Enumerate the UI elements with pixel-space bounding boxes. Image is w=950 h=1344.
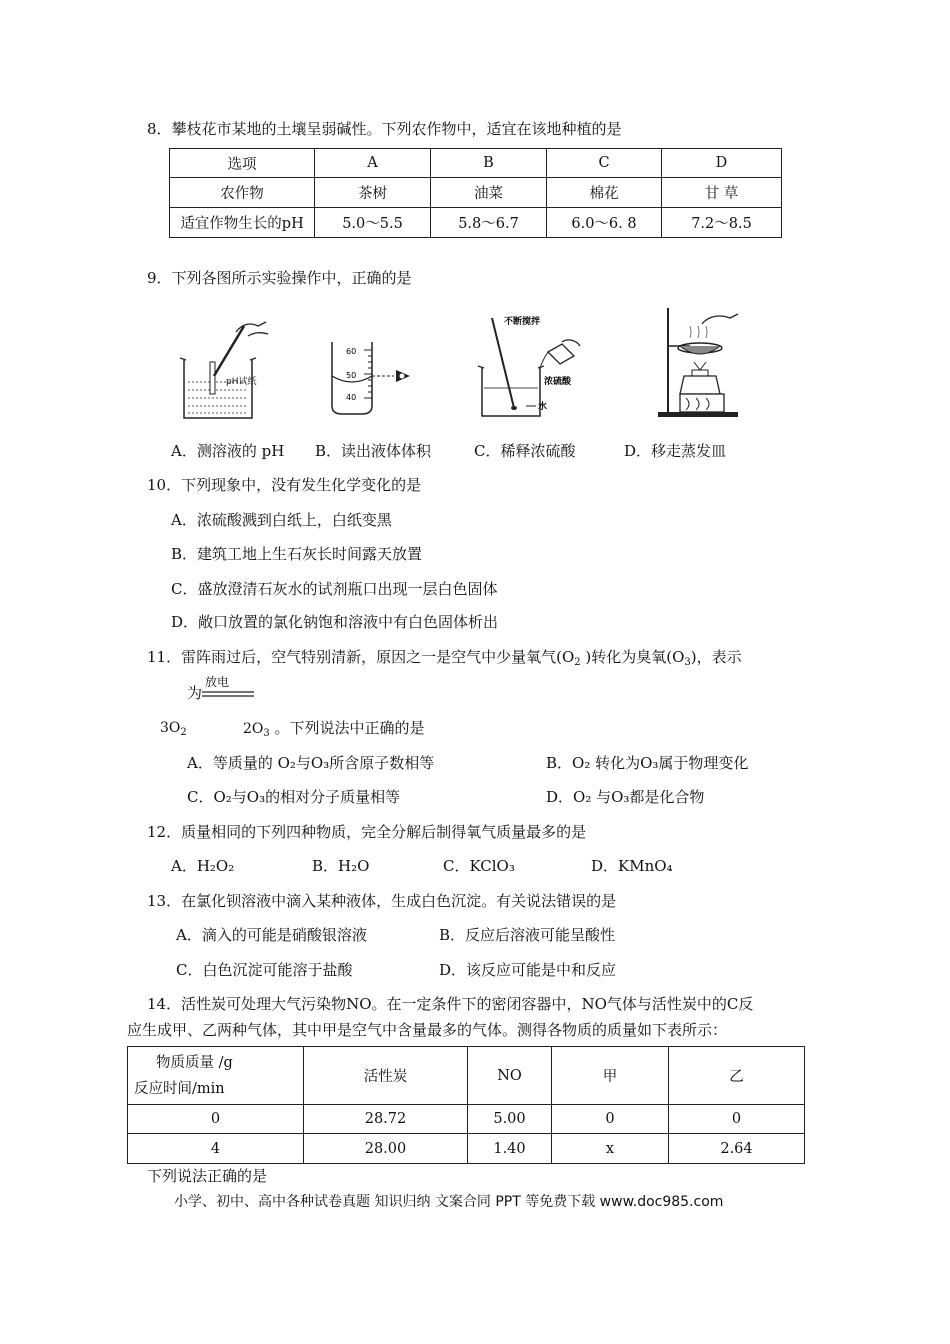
tick-60: 60 (346, 347, 357, 356)
q9-option-a: A．测溶液的 pH (171, 442, 285, 460)
water-label: 水 (538, 402, 548, 412)
footer-text: 小学、初中、高中各种试卷真题 知识归纳 文案合同 PPT 等免费下载 www.doc985.com (174, 1194, 724, 1210)
q14-cell: 1.40 (468, 1134, 552, 1164)
q8-cell: 5.8～6.7 (431, 208, 547, 238)
figure-dilute-acid (470, 312, 590, 422)
q9-stem: 9．下列各图所示实验操作中，正确的是 (147, 269, 412, 287)
q14-header-corner (128, 1047, 304, 1105)
q11-option-c: C．O₂与O₃的相对分子质量相等 (187, 788, 401, 806)
figure-read-volume (318, 340, 418, 420)
q8-cell: A (315, 149, 431, 178)
q8-cell: 7.2～8.5 (662, 208, 782, 238)
q14-stem-line1: 14．活性炭可处理大气污染物NO。在一定条件下的密闭容器中，NO气体与活性炭中的C反 (147, 995, 754, 1013)
q14-cell: 0 (552, 1105, 669, 1134)
stir-label: 不断搅拌 (504, 317, 541, 327)
q13-stem: 13．在氯化钡溶液中滴入某种液体，生成白色沉淀。有关说法错误的是 (147, 892, 617, 910)
q14-head-top: 物质质量 /g (156, 1054, 233, 1071)
q12-stem: 12．质量相同的下列四种物质，完全分解后制得氧气质量最多的是 (147, 823, 587, 841)
acid-label: 浓硫酸 (544, 377, 572, 387)
q13-option-d: D．该反应可能是中和反应 (439, 961, 617, 979)
q14-cell: 28.00 (304, 1134, 468, 1164)
q14-cell: 2.64 (669, 1134, 805, 1164)
q12-option-a: A．H₂O₂ (171, 857, 235, 875)
q8-table (169, 148, 782, 238)
q10-stem: 10．下列现象中，没有发生化学变化的是 (147, 476, 422, 494)
q8-cell: 油菜 (431, 178, 547, 208)
q8-cell: B (431, 149, 547, 178)
q9-option-b: B．读出液体体积 (315, 442, 432, 460)
q8-cell: 6.0～6. 8 (547, 208, 662, 238)
q9-option-c: C．稀释浓硫酸 (474, 442, 576, 460)
q14-cell: 4 (128, 1134, 304, 1164)
q8-cell: 选项 (170, 149, 315, 178)
q10-option-c: C．盛放澄清石灰水的试剂瓶口出现一层白色固体 (171, 580, 498, 598)
eq-right: $2O_3$ 。下列说法中正确的是 (243, 719, 425, 739)
q8-cell: 茶树 (315, 178, 431, 208)
q10-option-a: A．浓硫酸溅到白纸上，白纸变黑 (171, 511, 392, 529)
arrow-label: 放电 (205, 675, 230, 689)
q14-table (127, 1046, 805, 1164)
q14-cell: 28.72 (304, 1105, 468, 1134)
q13-option-a: A．滴入的可能是硝酸银溶液 (176, 926, 367, 944)
eq-left: $3O_2$ (160, 720, 187, 738)
q9-option-d: D．移走蒸发皿 (624, 442, 727, 460)
q8-cell: C (547, 149, 662, 178)
q13-option-b: B．反应后溶液可能呈酸性 (439, 926, 616, 944)
q8-cell: 棉花 (547, 178, 662, 208)
q13-option-c: C．白色沉淀可能溶于盐酸 (176, 961, 353, 979)
ph-paper-label: pH试纸 (226, 377, 257, 387)
q8-cell: 5.0～5.5 (315, 208, 431, 238)
equal-arrow-icon (200, 690, 256, 700)
q14-col-header: NO (468, 1047, 552, 1105)
q14-cell: 0 (128, 1105, 304, 1134)
q14-col-header: 乙 (669, 1047, 805, 1105)
q14-stem-line2: 应生成甲、乙两种气体，其中甲是空气中含量最多的气体。测得各物质的质量如下表所示： (127, 1021, 728, 1039)
q8-cell: 甘 草 (662, 178, 782, 208)
q12-option-b: B．H₂O (312, 857, 370, 875)
q12-option-d: D．KMnO₄ (591, 857, 673, 875)
tick-50: 50 (346, 371, 357, 380)
q14-tail: 下列说法正确的是 (147, 1167, 268, 1185)
q8-cell: D (662, 149, 782, 178)
q11-option-a: A．等质量的 O₂与O₃所含原子数相等 (187, 754, 435, 772)
figure-ph-test (176, 318, 286, 422)
q10-option-b: B．建筑工地上生石灰长时间露天放置 (171, 545, 423, 563)
q14-cell: 0 (669, 1105, 805, 1134)
q14-col-header: 活性炭 (304, 1047, 468, 1105)
q14-cell: x (552, 1134, 669, 1164)
q14-col-header: 甲 (552, 1047, 669, 1105)
tick-40: 40 (346, 393, 357, 402)
q14-cell: 5.00 (468, 1105, 552, 1134)
figure-evaporating-dish (650, 304, 750, 420)
q8-cell: 农作物 (170, 178, 315, 208)
q11-option-d: D．O₂ 与O₃都是化合物 (546, 788, 705, 806)
q11-option-b: B．O₂ 转化为O₃属于物理变化 (546, 754, 749, 772)
q10-option-d: D．敞口放置的氯化钠饱和溶液中有白色固体析出 (171, 613, 499, 631)
q11-wei: 为 (187, 684, 203, 702)
q14-head-bottom: 反应时间/min (134, 1080, 225, 1097)
q11-stem: 11．雷阵雨过后，空气特别清新，原因之一是空气中少量氧气($O_2$ )转化为臭氧$(O_3)$，表示 (147, 648, 742, 668)
q8-cell: 适宜作物生长的pH (170, 208, 315, 238)
q12-option-c: C．KClO₃ (443, 857, 515, 875)
q8-stem: 8．攀枝花市某地的土壤呈弱碱性。下列农作物中，适宜在该地种植的是 (147, 120, 622, 138)
